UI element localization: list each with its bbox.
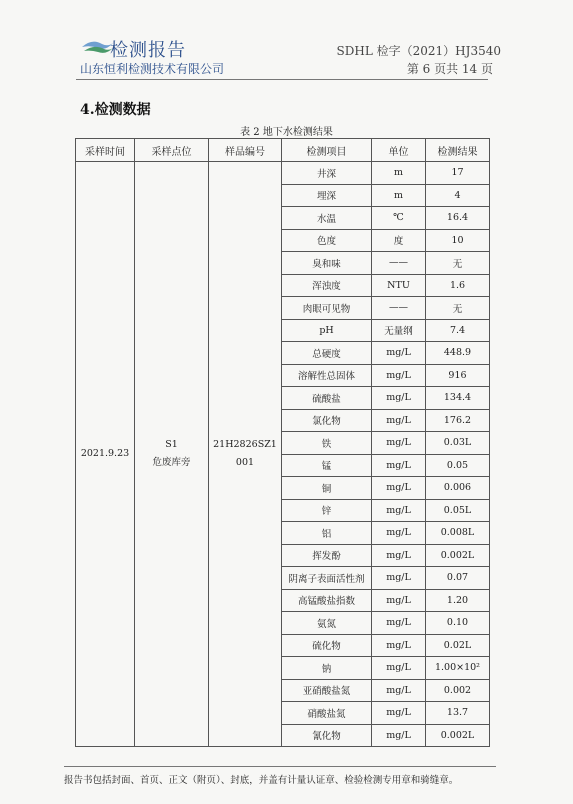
cell-item: 硝酸盐氮 [282, 702, 372, 725]
cell-unit: 无量纲 [372, 319, 426, 342]
cell-unit: mg/L [372, 544, 426, 567]
cell-item: 钠 [282, 657, 372, 680]
cell-item: 铝 [282, 522, 372, 545]
cell-unit: mg/L [372, 657, 426, 680]
cell-item: 井深 [282, 162, 372, 185]
cell-unit: NTU [372, 274, 426, 297]
cell-unit: mg/L [372, 724, 426, 747]
cell-result: 0.008L [426, 522, 490, 545]
cell-result: 176.2 [426, 409, 490, 432]
cell-unit: mg/L [372, 432, 426, 455]
cell-unit: mg/L [372, 454, 426, 477]
header-divider [76, 79, 488, 80]
sampling-time-cell [76, 162, 135, 747]
cell-item: 氨氮 [282, 612, 372, 635]
cell-unit: mg/L [372, 477, 426, 500]
sampling-point-code: S1 [165, 439, 178, 450]
cell-result: 4 [426, 184, 490, 207]
page-info: 第 6 页共 14 页 [406, 62, 493, 76]
cell-item: 溶解性总固体 [282, 364, 372, 387]
cell-item: 硫化物 [282, 634, 372, 657]
cell-unit: mg/L [372, 612, 426, 635]
column-header: 样品编号 [209, 139, 282, 162]
column-header: 采样时间 [76, 139, 135, 162]
report-title: 检测报告 [110, 40, 186, 61]
cell-unit: mg/L [372, 499, 426, 522]
cell-result: 0.03L [426, 432, 490, 455]
sampling-point-location: 危废库旁 [152, 457, 191, 468]
cell-item: 色度 [282, 229, 372, 252]
column-header: 采样点位 [135, 139, 209, 162]
table-row [76, 162, 490, 185]
cell-unit: mg/L [372, 522, 426, 545]
cell-result: 916 [426, 364, 490, 387]
sampling-time: 2021.9.23 [80, 448, 130, 459]
footer-divider [64, 766, 496, 767]
cell-result: 16.4 [426, 207, 490, 230]
cell-result: 13.7 [426, 702, 490, 725]
cell-unit: mg/L [372, 567, 426, 590]
cell-item: 铜 [282, 477, 372, 500]
cell-item: 锌 [282, 499, 372, 522]
cell-item: 臭和味 [282, 252, 372, 275]
cell-item: 硫酸盐 [282, 387, 372, 410]
cell-result: 1.20 [426, 589, 490, 612]
cell-item: 肉眼可见物 [282, 297, 372, 320]
company-name: 山东恒利检测技术有限公司 [80, 62, 225, 76]
cell-result: 无 [426, 252, 490, 275]
cell-result: 0.05 [426, 454, 490, 477]
sample-number-cell [209, 162, 282, 747]
cell-result: 448.9 [426, 342, 490, 365]
cell-item: 埋深 [282, 184, 372, 207]
company-logo [80, 36, 114, 56]
cell-item: 亚硝酸盐氮 [282, 679, 372, 702]
cell-result: 0.07 [426, 567, 490, 590]
cell-unit: mg/L [372, 409, 426, 432]
report-number: SDHL 检字（2021）HJ3540 [336, 44, 501, 58]
cell-result: 无 [426, 297, 490, 320]
cell-result: 0.02L [426, 634, 490, 657]
cell-result: 0.05L [426, 499, 490, 522]
column-header: 检测结果 [426, 139, 490, 162]
column-header: 单位 [372, 139, 426, 162]
cell-result: 7.4 [426, 319, 490, 342]
cell-result: 1.00×10² [426, 657, 490, 680]
cell-item: 高锰酸盐指数 [282, 589, 372, 612]
cell-item: 铁 [282, 432, 372, 455]
table-header-row [76, 139, 490, 162]
cell-result: 0.006 [426, 477, 490, 500]
cell-unit: m [372, 162, 426, 185]
cell-item: 水温 [282, 207, 372, 230]
cell-unit: m [372, 184, 426, 207]
cell-result: 1.6 [426, 274, 490, 297]
cell-result: 0.002 [426, 679, 490, 702]
cell-result: 0.002L [426, 544, 490, 567]
cell-item: 阴离子表面活性剂 [282, 567, 372, 590]
cell-unit: mg/L [372, 679, 426, 702]
section-title: 4.检测数据 [80, 102, 151, 118]
table-caption: 表 2 地下水检测结果 [240, 127, 333, 138]
cell-unit: mg/L [372, 387, 426, 410]
cell-unit: mg/L [372, 342, 426, 365]
cell-unit: mg/L [372, 589, 426, 612]
cell-item: 氯化物 [282, 409, 372, 432]
cell-result: 0.002L [426, 724, 490, 747]
cell-item: pH [282, 319, 372, 342]
cell-unit: ℃ [372, 207, 426, 230]
column-header: 检测项目 [282, 139, 372, 162]
cell-result: 10 [426, 229, 490, 252]
groundwater-results-table [75, 138, 490, 747]
cell-unit: —— [372, 297, 426, 320]
cell-unit: mg/L [372, 702, 426, 725]
sample-number-part2: 001 [235, 457, 255, 468]
cell-item: 锰 [282, 454, 372, 477]
sampling-point-cell [135, 162, 209, 747]
cell-result: 17 [426, 162, 490, 185]
cell-result: 134.4 [426, 387, 490, 410]
sample-number-part1: 21H2826SZ1 [213, 439, 277, 450]
footer-note: 报告书包括封面、首页、正文（附页）、封底，并盖有计量认证章、检验检测专用章和骑缝章。 [64, 775, 459, 786]
cell-unit: mg/L [372, 364, 426, 387]
cell-result: 0.10 [426, 612, 490, 635]
cell-unit: —— [372, 252, 426, 275]
cell-item: 浑浊度 [282, 274, 372, 297]
cell-item: 氰化物 [282, 724, 372, 747]
cell-item: 总硬度 [282, 342, 372, 365]
cell-unit: mg/L [372, 634, 426, 657]
cell-unit: 度 [372, 229, 426, 252]
cell-item: 挥发酚 [282, 544, 372, 567]
